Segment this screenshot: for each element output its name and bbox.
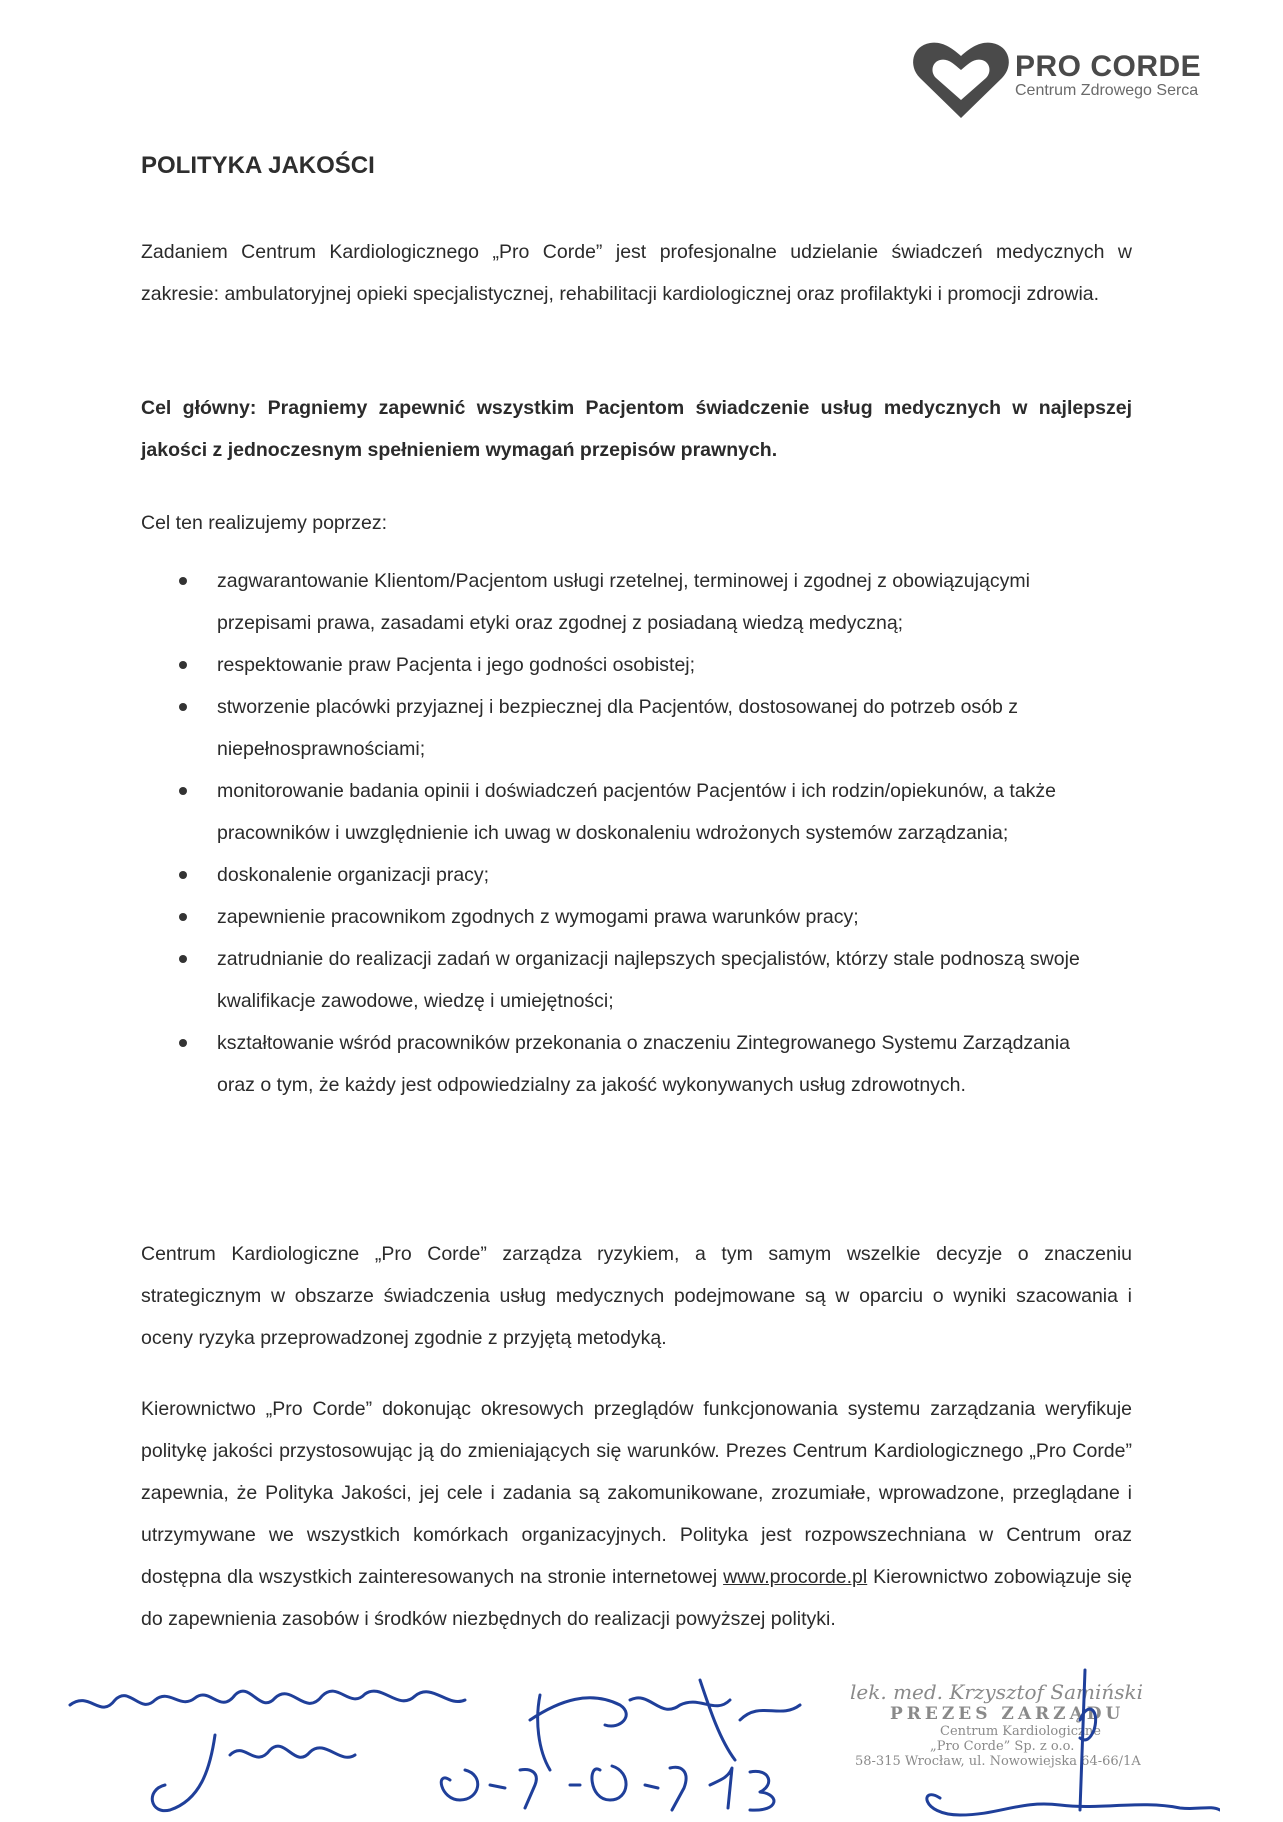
list-item: respektowanie praw Pacjenta i jego godności osobistej; [141, 644, 1111, 686]
stamp-name: lek. med. Krzysztof Samiński [850, 1680, 1144, 1704]
management-paragraph: Kierownictwo „Pro Corde” dokonując okresowych przeglądów funkcjonowania systemu zarządzania weryfikuje politykę jakości przystosowując ją do zmieniających się warunków. Prezes Centrum Kardiologicznego „Pro Corde” zapewnia, że Polityka Jakości, jej cele i zadania są zakomunikowane, zrozumiałe, wprowadzone, przeglądane i utrzymywane we wszystkich komórkach organizacyjnych. Polityka jest rozpowszechniana w Centrum oraz dostępna dla wszystkich zainteresowanych na stronie internetowej www.procorde.pl Kierownictwo zobowiązuje się do zapewnienia zasobów i środków niezbędnych do realizacji powyższej polityki. [141, 1398, 1133, 1630]
list-item: monitorowanie badania opinii i doświadczeń pacjentów Pacjentów i ich rodzin/opiekunów, a także pracowników i uwzględnienie ich uwag w doskonaleniu wdrożonych systemów zarządzania; [141, 770, 1111, 854]
logo-subtitle: Centrum Zdrowego Serca [1015, 82, 1199, 99]
list-item: zagwarantowanie Klientom/Pacjentom usługi rzetelnej, terminowej i zgodnej z obowiązującymi przepisami prawa, zasadami etyki oraz zgodnej z posiadaną wiedzą medyczną; [141, 560, 1111, 644]
website-link[interactable]: www.procorde.pl [723, 1566, 868, 1588]
stamp-company-legal: „Pro Corde” Sp. z o.o. [930, 1739, 1075, 1754]
means-intro: Cel ten realizujemy poprzez: [141, 512, 388, 534]
bullet-icon [179, 955, 187, 963]
logo-name: PRO CORDE [1015, 50, 1202, 83]
bullet-icon [179, 703, 187, 711]
stamp-address: 58-315 Wrocław, ul. Nowowiejska 64-66/1A [855, 1754, 1141, 1769]
handwritten-approval [60, 1660, 1220, 1820]
risk-paragraph: Centrum Kardiologiczne „Pro Corde” zarządza ryzykiem, a tym samym wszelkie decyzje o znaczeniu strategicznym w obszarze świadczenia usług medycznych podejmowane są w oparciu o wyniki szacowania i oceny ryzyka przeprowadzonej zgodnie z przyjętą metodyką. [141, 1243, 1132, 1349]
bullet-icon [179, 1039, 187, 1047]
document-title: POLITYKA JAKOŚCI [141, 152, 375, 179]
intro-paragraph: Zadaniem Centrum Kardiologicznego „Pro Corde” jest profesjonalne udzielanie świadczeń medycznych w zakresie: ambulatoryjnej opieki specjalistycznej, rehabilitacji kardiologicznej oraz profilaktyki i promocji zdrowia. [141, 241, 1132, 305]
list-item: zapewnienie pracownikom zgodnych z wymogami prawa warunków pracy; [141, 896, 1111, 938]
bullet-icon [179, 661, 187, 669]
goals-list [141, 560, 1111, 1106]
bullet-icon [179, 913, 187, 921]
stamp-position: PREZES ZARZĄDU [890, 1704, 1125, 1724]
list-item: doskonalenie organizacji pracy; [141, 854, 1111, 896]
bullet-icon [179, 577, 187, 585]
list-item: kształtowanie wśród pracowników przekonania o znaczeniu Zintegrowanego Systemu Zarządzania oraz o tym, że każdy jest odpowiedzialny za jakość wykonywanych usług zdrowotnych. [141, 1022, 1111, 1106]
main-goal-paragraph: Cel główny: Pragniemy zapewnić wszystkim Pacjentom świadczenie usług medycznych w najlepszej jakości z jednoczesnym spełnieniem wymagań przepisów prawnych. [141, 397, 1132, 461]
stamp-company: Centrum Kardiologiczne [940, 1724, 1101, 1739]
logo-text [1015, 50, 1201, 100]
bullet-icon [179, 871, 187, 879]
list-item: zatrudnianie do realizacji zadań w organizacji najlepszych specjalistów, którzy stale podnoszą swoje kwalifikacje zawodowe, wiedzę i umiejętności; [141, 938, 1111, 1022]
list-item: stworzenie placówki przyjaznej i bezpiecznej dla Pacjentów, dostosowanej do potrzeb osób z niepełnosprawnościami; [141, 686, 1111, 770]
bullet-icon [179, 787, 187, 795]
